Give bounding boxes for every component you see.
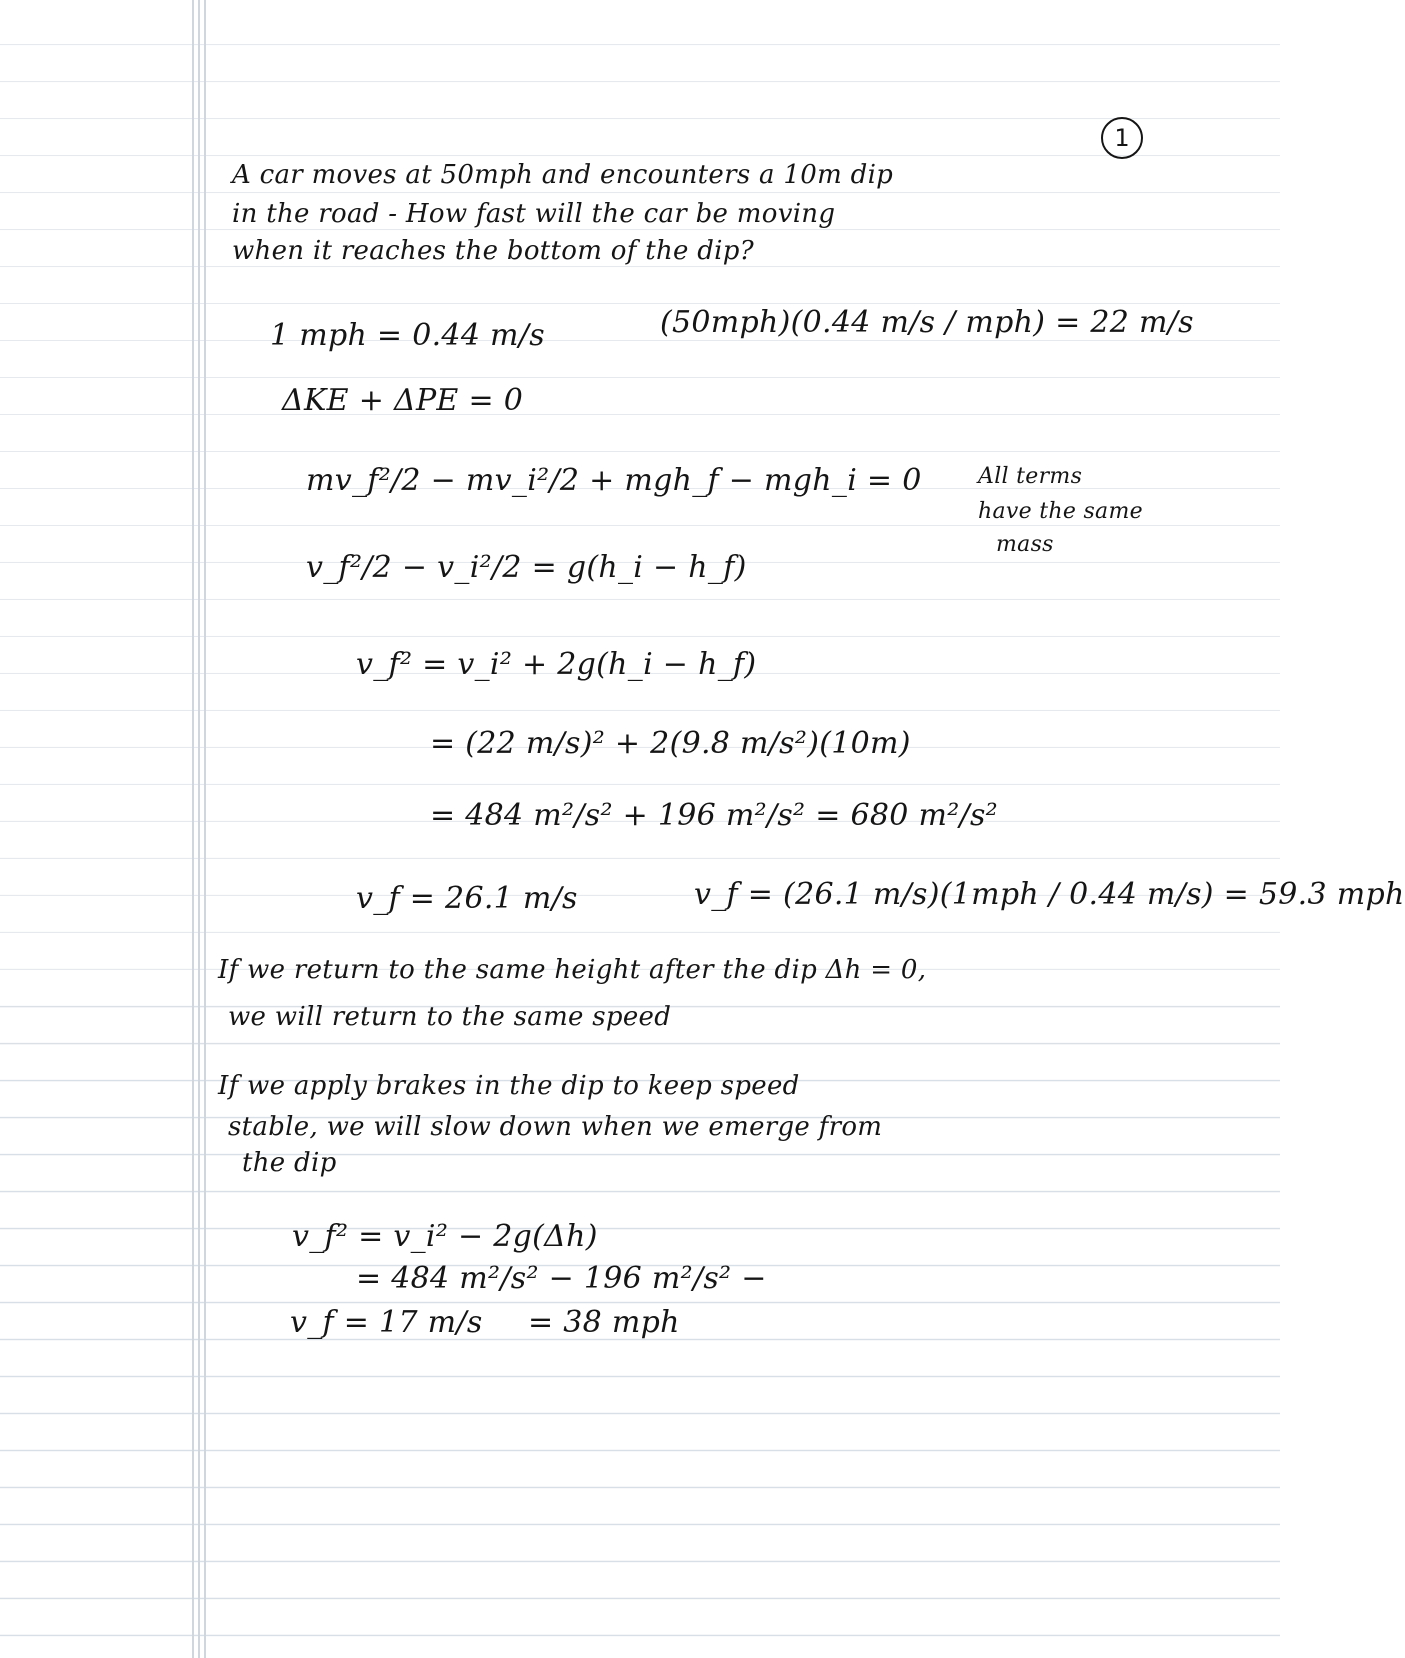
- paragraph-1-line-2: we will return to the same speed: [228, 1002, 672, 1032]
- margin-line: [198, 0, 200, 1658]
- equation-3: v_f² = v_i² + 2g(h_i − h_f): [356, 647, 757, 682]
- question-line-3: when it reaches the bottom of the dip?: [232, 236, 754, 266]
- side-note-line-2: have the same: [978, 499, 1143, 524]
- result-left: v_f = 26.1 m/s: [356, 881, 578, 916]
- equation-5: = 484 m²/s² + 196 m²/s² = 680 m²/s²: [430, 798, 998, 833]
- paragraph-1-line-1: If we return to the same height after the dip Δh = 0,: [218, 955, 927, 985]
- page-number: 1: [1101, 117, 1143, 159]
- equation-2: v_f²/2 − v_i²/2 = g(h_i − h_f): [306, 550, 747, 585]
- side-note-line-3: mass: [996, 532, 1054, 557]
- paragraph-2-line-3: the dip: [242, 1148, 337, 1178]
- conversion-left: 1 mph = 0.44 m/s: [270, 318, 545, 353]
- margin-line: [204, 0, 206, 1658]
- final-result-left: v_f = 17 m/s: [290, 1305, 483, 1340]
- equation-4: = (22 m/s)² + 2(9.8 m/s²)(10m): [430, 726, 911, 761]
- final-equation-1: v_f² = v_i² − 2g(Δh): [292, 1219, 598, 1254]
- paragraph-2-line-1: If we apply brakes in the dip to keep speed: [218, 1071, 800, 1101]
- side-note-line-1: All terms: [978, 464, 1083, 489]
- energy-equation: ΔKE + ΔPE = 0: [282, 383, 524, 418]
- final-equation-2: = 484 m²/s² − 196 m²/s² −: [356, 1261, 767, 1296]
- conversion-right: (50mph)(0.44 m/s / mph) = 22 m/s: [660, 305, 1194, 340]
- margin-line: [192, 0, 194, 1658]
- result-right: v_f = (26.1 m/s)(1mph / 0.44 m/s) = 59.3 mph: [694, 877, 1405, 912]
- paragraph-2-line-2: stable, we will slow down when we emerge from: [228, 1112, 883, 1142]
- final-result-right: = 38 mph: [528, 1305, 680, 1340]
- equation-1: mv_f²/2 − mv_i²/2 + mgh_f − mgh_i = 0: [306, 463, 922, 498]
- question-line-1: A car moves at 50mph and encounters a 10m dip: [232, 160, 894, 190]
- question-line-2: in the road - How fast will the car be moving: [232, 199, 836, 229]
